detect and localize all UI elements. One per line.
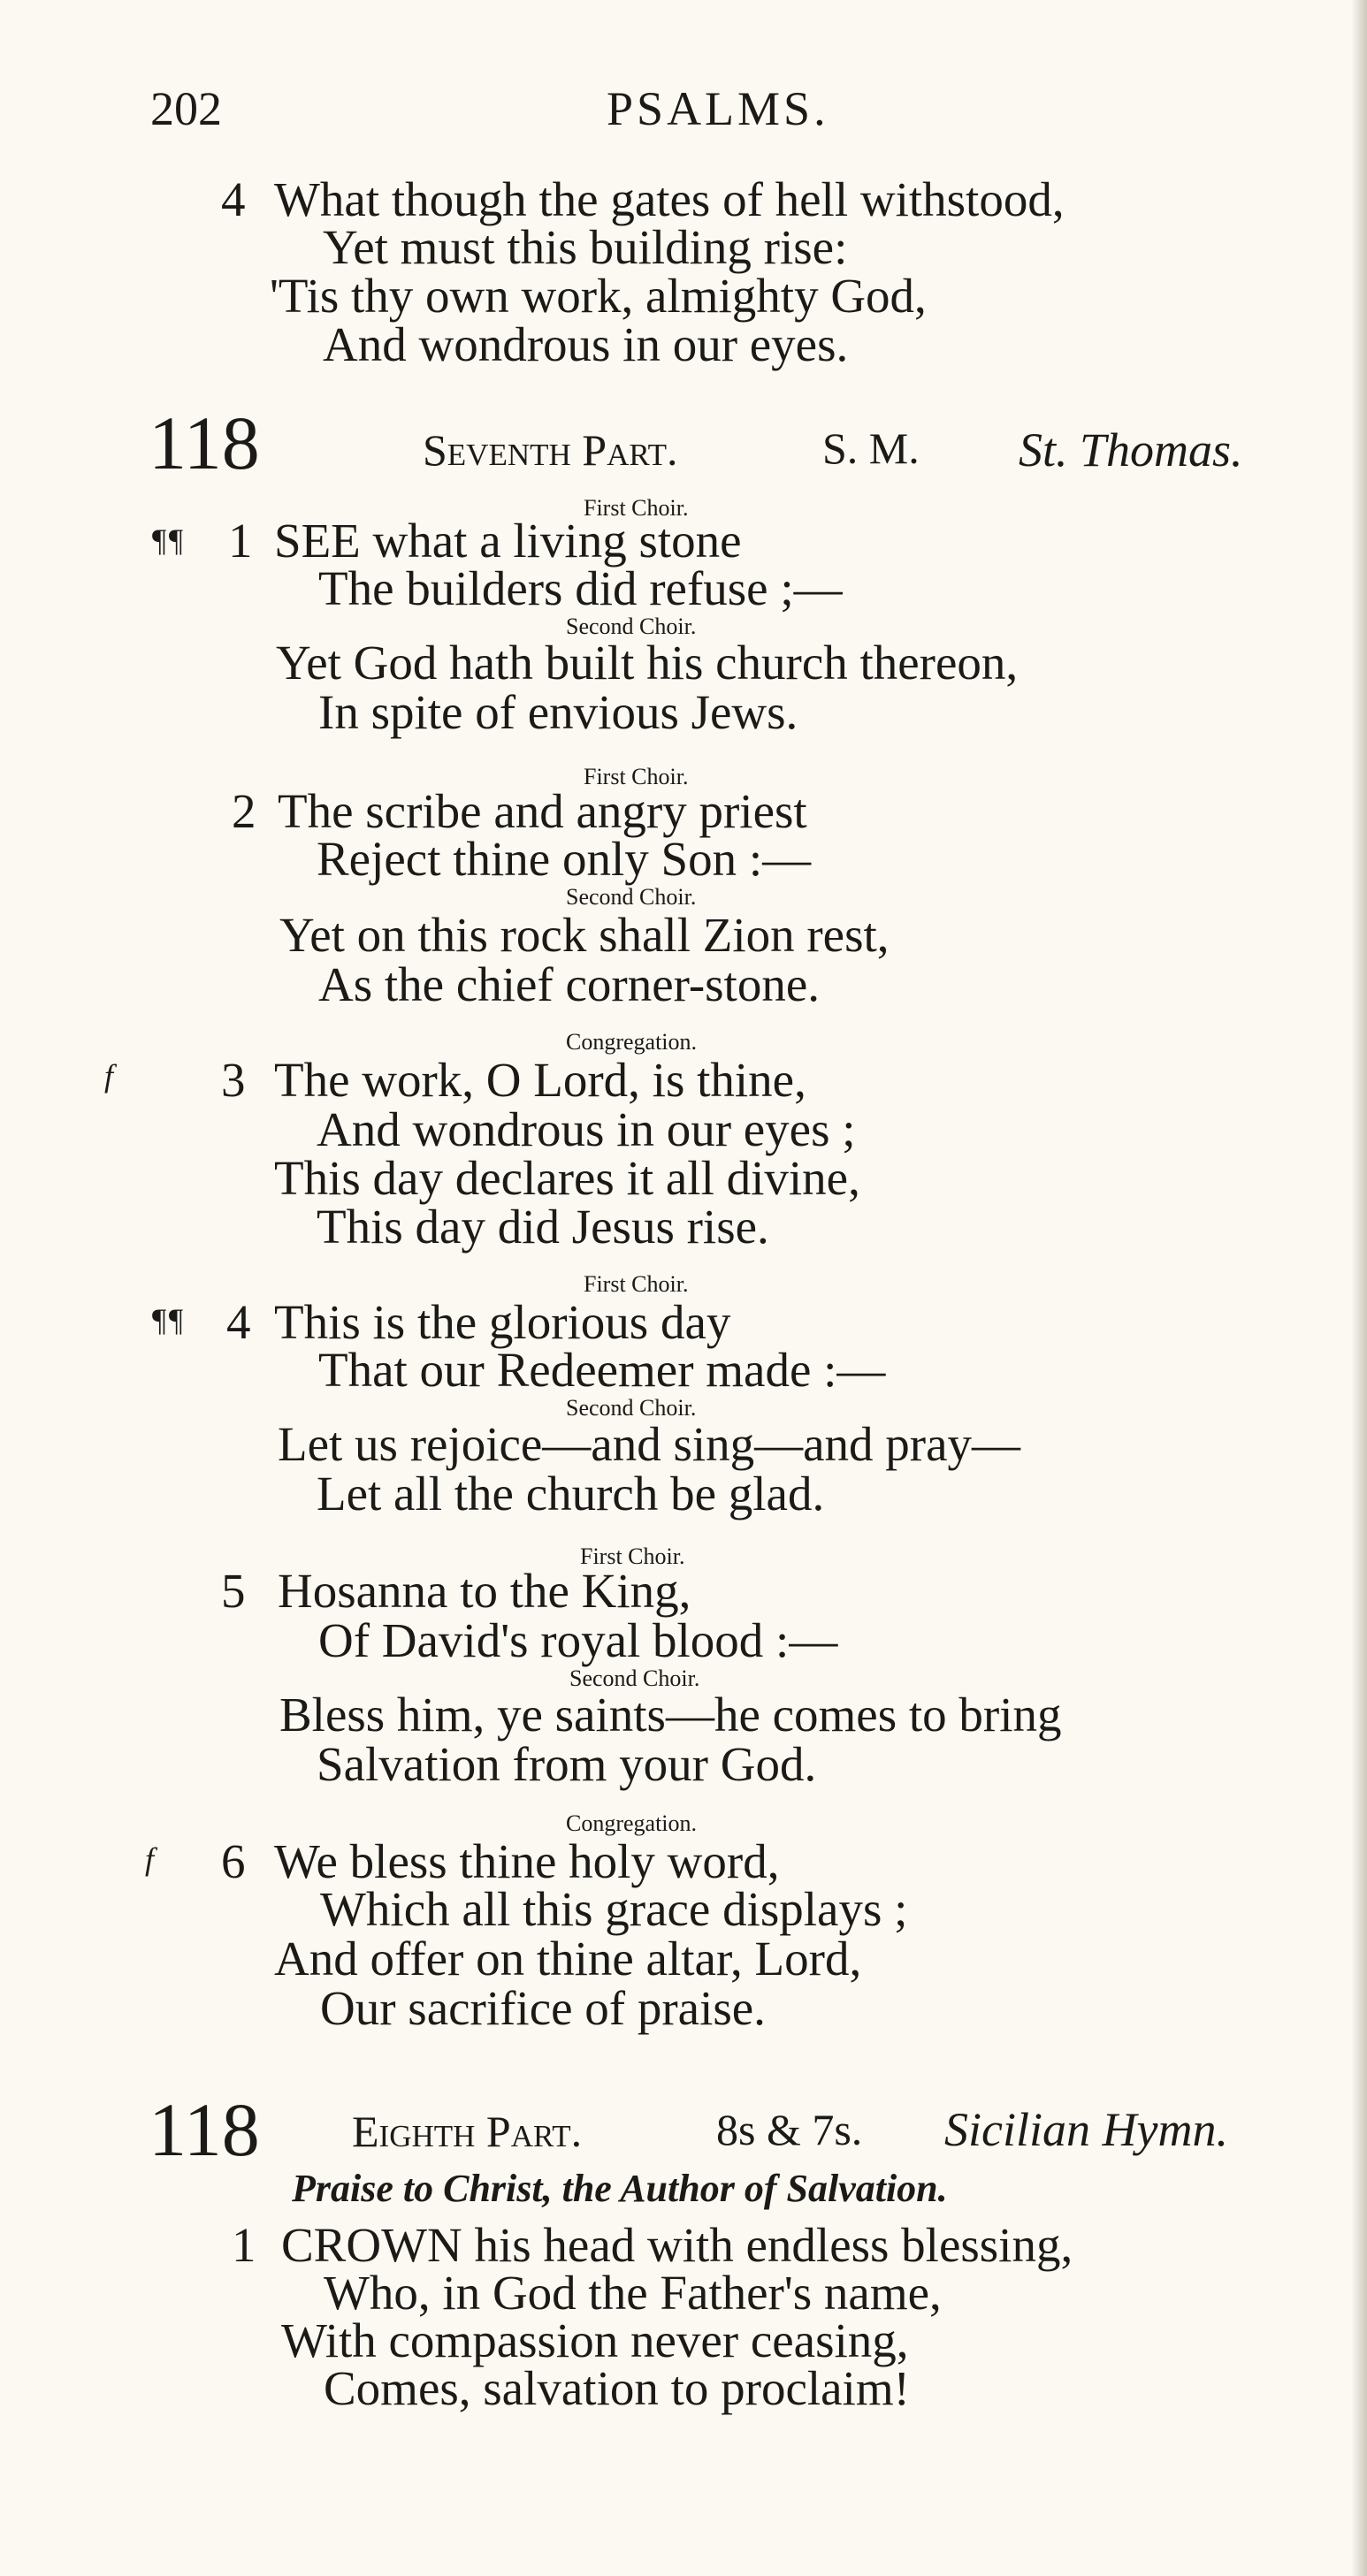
verse-line: This day declares it all divine, [274, 1151, 860, 1205]
choir-direction: First Choir. [584, 495, 689, 521]
meter-label: 8s & 7s. [716, 2105, 863, 2154]
verse-line: The scribe and angry priest [278, 784, 807, 838]
part-label: Seventh Part. [423, 425, 678, 475]
choir-direction: Second Choir. [569, 1665, 700, 1691]
verse-line: Reject thine only Son :— [317, 832, 812, 886]
dynamic-mark: ¶¶ [150, 1302, 184, 1338]
verse-line: As the chief corner-stone. [318, 957, 820, 1011]
running-title: PSALMS. [607, 82, 829, 135]
hymn-number: 118 [149, 400, 260, 485]
verse-line: What though the gates of hell withstood, [274, 172, 1065, 226]
verse-line: And wondrous in our eyes ; [317, 1102, 856, 1156]
verse-line: This is the glorious day [274, 1295, 731, 1349]
verse-line: SEE what a living stone [274, 514, 742, 568]
verse-line: Of David's royal blood :— [318, 1613, 838, 1667]
verse-line: With compassion never ceasing, [281, 2313, 909, 2367]
page-number: 202 [150, 82, 222, 135]
page-edge-shadow [1351, 0, 1367, 2576]
verse-line: 'Tis thy own work, almighty God, [270, 269, 927, 323]
stanza-number: 1 [232, 2218, 256, 2272]
verse-line: Which all this grace displays ; [320, 1882, 908, 1936]
verse-line: That our Redeemer made :— [318, 1343, 886, 1397]
verse-line: Hosanna to the King, [278, 1564, 691, 1618]
choir-direction: Congregation. [566, 1029, 698, 1055]
verse-line: And wondrous in our eyes. [323, 317, 849, 371]
choir-direction: Second Choir. [566, 884, 697, 910]
verse-line: Who, in God the Father's name, [324, 2266, 942, 2320]
verse-line: Bless him, ye saints—he comes to bring [279, 1688, 1062, 1741]
dynamic-mark: f [145, 1841, 155, 1877]
verse-line: Salvation from your God. [317, 1737, 817, 1791]
tune-name: Sicilian Hymn. [944, 2103, 1228, 2156]
hymn-subtitle: Praise to Christ, the Author of Salvation. [292, 2167, 948, 2210]
verse-line: Let all the church be glad. [317, 1467, 825, 1520]
verse-line: We bless thine holy word, [274, 1834, 780, 1888]
verse-line: The work, O Lord, is thine, [274, 1053, 806, 1107]
verse-line: The builders did refuse ;— [318, 561, 843, 615]
verse-line: In spite of envious Jews. [318, 685, 798, 739]
choir-direction: First Choir. [584, 764, 689, 789]
choir-direction: Congregation. [566, 1810, 698, 1836]
stanza-number: 3 [221, 1053, 246, 1107]
verse-line: This day did Jesus rise. [317, 1200, 769, 1254]
verse-line: CROWN his head with endless blessing, [281, 2218, 1073, 2272]
verse-line: Our sacrifice of praise. [320, 1981, 766, 2035]
tune-name: St. Thomas. [1019, 423, 1243, 476]
stanza-number: 2 [232, 784, 256, 838]
verse-line: Comes, salvation to proclaim! [324, 2361, 910, 2415]
part-label: Eighth Part. [352, 2107, 583, 2156]
stanza-number: 4 [226, 1295, 251, 1349]
stanza-number: 1 [228, 514, 253, 568]
dynamic-mark: ¶¶ [150, 522, 184, 558]
dynamic-mark: f [104, 1058, 114, 1094]
choir-direction: Second Choir. [566, 614, 697, 639]
choir-direction: First Choir. [580, 1543, 685, 1569]
hymn-number: 118 [149, 2087, 260, 2172]
choir-direction: Second Choir. [566, 1395, 697, 1421]
stanza-number: 4 [221, 172, 246, 226]
verse-line: And offer on thine altar, Lord, [274, 1932, 862, 1985]
verse-line: Yet God hath built his church thereon, [276, 636, 1019, 690]
stanza-number: 5 [221, 1564, 246, 1618]
verse-line: Yet on this rock shall Zion rest, [279, 908, 890, 962]
choir-direction: First Choir. [584, 1271, 689, 1297]
verse-line: Yet must this building rise: [323, 220, 848, 274]
meter-label: S. M. [822, 423, 920, 473]
stanza-number: 6 [221, 1834, 246, 1888]
verse-line: Let us rejoice—and sing—and pray— [278, 1417, 1021, 1471]
